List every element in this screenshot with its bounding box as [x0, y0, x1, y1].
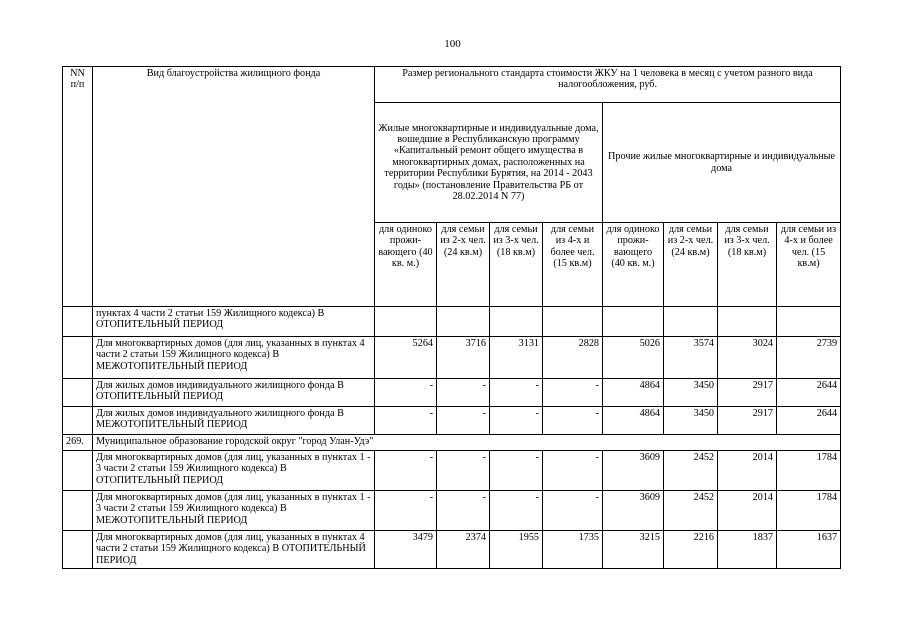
- row-text: Для жилых домов индивидуального жилищного фонда В МЕЖОТОПИТЕЛЬНЫЙ ПЕРИОД: [93, 407, 375, 435]
- cell-value: [490, 307, 543, 337]
- cell-value: 2216: [664, 531, 718, 569]
- cell-value: 3024: [718, 337, 777, 379]
- cell-value: 3450: [664, 379, 718, 407]
- subheader-b-4: для семьи из 4-х и более чел. (15 кв.м): [777, 223, 841, 307]
- cell-value: 3215: [603, 531, 664, 569]
- section-row: [63, 435, 841, 451]
- tariff-table: [62, 66, 841, 569]
- subheader-b-1: для одиноко прожи- вающего (40 кв. м.): [603, 223, 664, 307]
- cell-value: 1955: [490, 531, 543, 569]
- cell-value: -: [437, 379, 490, 407]
- cell-value: 2014: [718, 491, 777, 531]
- cell-value: 4864: [603, 379, 664, 407]
- header-group-program: Жилые многоквартирные и индивидуальные дома, вошедшие в Республиканскую программу «Капитальный ремонт общего имущества в многоквартирных домах, расположенных на территории Республики Бурятия, на 2014 - 2043 годы» (постановление Правительства РБ от 28.02.2014 N 77): [375, 103, 603, 223]
- cell-value: 3131: [490, 337, 543, 379]
- table-row: [63, 451, 841, 491]
- cell-value: -: [437, 407, 490, 435]
- cell-value: 3574: [664, 337, 718, 379]
- cell-value: [664, 307, 718, 337]
- row-text: Для многоквартирных домов (для лиц, указанных в пунктах 1 - 3 части 2 статьи 159 Жилищного кодекса) В ОТОПИТЕЛЬНЫЙ ПЕРИОД: [93, 451, 375, 491]
- cell-value: 5264: [375, 337, 437, 379]
- cell-value: 2739: [777, 337, 841, 379]
- cell-value: -: [490, 407, 543, 435]
- cell-value: 2644: [777, 407, 841, 435]
- cell-value: [543, 307, 603, 337]
- cell-value: 1837: [718, 531, 777, 569]
- cell-value: 5026: [603, 337, 664, 379]
- cell-value: 4864: [603, 407, 664, 435]
- cell-value: -: [490, 451, 543, 491]
- cell-value: 1637: [777, 531, 841, 569]
- table-row: [63, 531, 841, 569]
- cell-value: -: [375, 407, 437, 435]
- cell-value: 3450: [664, 407, 718, 435]
- cell-value: 3609: [603, 451, 664, 491]
- subheader-a-4: для семьи из 4-х и более чел. (15 кв.м): [543, 223, 603, 307]
- cell-value: -: [437, 491, 490, 531]
- cell-value: [375, 307, 437, 337]
- cell-value: 3716: [437, 337, 490, 379]
- row-nn: [63, 379, 93, 407]
- cell-value: -: [490, 379, 543, 407]
- page-number: 100: [444, 38, 461, 50]
- row-nn: [63, 491, 93, 531]
- row-nn: [63, 451, 93, 491]
- row-text: Для многоквартирных домов (для лиц, указанных в пунктах 4 части 2 статьи 159 Жилищного кодекса) В МЕЖОТОПИТЕЛЬНЫЙ ПЕРИОД: [93, 337, 375, 379]
- cell-value: 1784: [777, 491, 841, 531]
- cell-value: -: [543, 491, 603, 531]
- row-text: Для многоквартирных домов (для лиц, указанных в пунктах 1 - 3 части 2 статьи 159 Жилищного кодекса) В МЕЖОТОПИТЕЛЬНЫЙ ПЕРИОД: [93, 491, 375, 531]
- cell-value: -: [543, 451, 603, 491]
- cell-value: [437, 307, 490, 337]
- row-nn: [63, 531, 93, 569]
- header-nn: NN п/п: [63, 67, 93, 307]
- cell-value: 2917: [718, 407, 777, 435]
- cell-value: [603, 307, 664, 337]
- cell-value: 2452: [664, 451, 718, 491]
- subheader-b-3: для семьи из 3-х чел. (18 кв.м): [718, 223, 777, 307]
- header-group-other: Прочие жилые многоквартирные и индивидуальные дома: [603, 103, 841, 223]
- cell-value: -: [543, 407, 603, 435]
- cell-value: 2014: [718, 451, 777, 491]
- cell-value: -: [543, 379, 603, 407]
- cell-value: -: [437, 451, 490, 491]
- cell-value: 3609: [603, 491, 664, 531]
- table-row: [63, 379, 841, 407]
- table-row: [63, 407, 841, 435]
- row-nn: [63, 307, 93, 337]
- cell-value: -: [375, 379, 437, 407]
- subheader-a-3: для семьи из 3-х чел. (18 кв.м): [490, 223, 543, 307]
- header-size: Размер регионального стандарта стоимости ЖКУ на 1 человека в месяц с учетом разного вида налогообложения, руб.: [375, 67, 841, 103]
- row-text: Для жилых домов индивидуального жилищного фонда В ОТОПИТЕЛЬНЫЙ ПЕРИОД: [93, 379, 375, 407]
- header-type: Вид благоустройства жилищного фонда: [93, 67, 375, 307]
- subheader-a-1: для одиноко прожи- вающего (40 кв. м.): [375, 223, 437, 307]
- cell-value: 1735: [543, 531, 603, 569]
- row-text: Для многоквартирных домов (для лиц, указанных в пунктах 4 части 2 статьи 159 Жилищного кодекса) В ОТОПИТЕЛЬНЫЙ ПЕРИОД: [93, 531, 375, 569]
- cell-value: [718, 307, 777, 337]
- subheader-a-2: для семьи из 2-х чел. (24 кв.м): [437, 223, 490, 307]
- cell-value: 3479: [375, 531, 437, 569]
- section-nn: 269.: [63, 435, 93, 451]
- section-title: Муниципальное образование городской округ "город Улан-Удэ": [93, 435, 841, 451]
- cell-value: 2828: [543, 337, 603, 379]
- table-row: [63, 337, 841, 379]
- row-nn: [63, 337, 93, 379]
- cell-value: 2452: [664, 491, 718, 531]
- cell-value: 2917: [718, 379, 777, 407]
- row-text: пунктах 4 части 2 статьи 159 Жилищного кодекса) В ОТОПИТЕЛЬНЫЙ ПЕРИОД: [93, 307, 375, 337]
- cell-value: -: [375, 451, 437, 491]
- cell-value: 2644: [777, 379, 841, 407]
- cell-value: 1784: [777, 451, 841, 491]
- table-row: [63, 491, 841, 531]
- cell-value: [777, 307, 841, 337]
- row-nn: [63, 407, 93, 435]
- subheader-b-2: для семьи из 2-х чел. (24 кв.м): [664, 223, 718, 307]
- cell-value: 2374: [437, 531, 490, 569]
- table-row: [63, 307, 841, 337]
- cell-value: -: [375, 491, 437, 531]
- cell-value: -: [490, 491, 543, 531]
